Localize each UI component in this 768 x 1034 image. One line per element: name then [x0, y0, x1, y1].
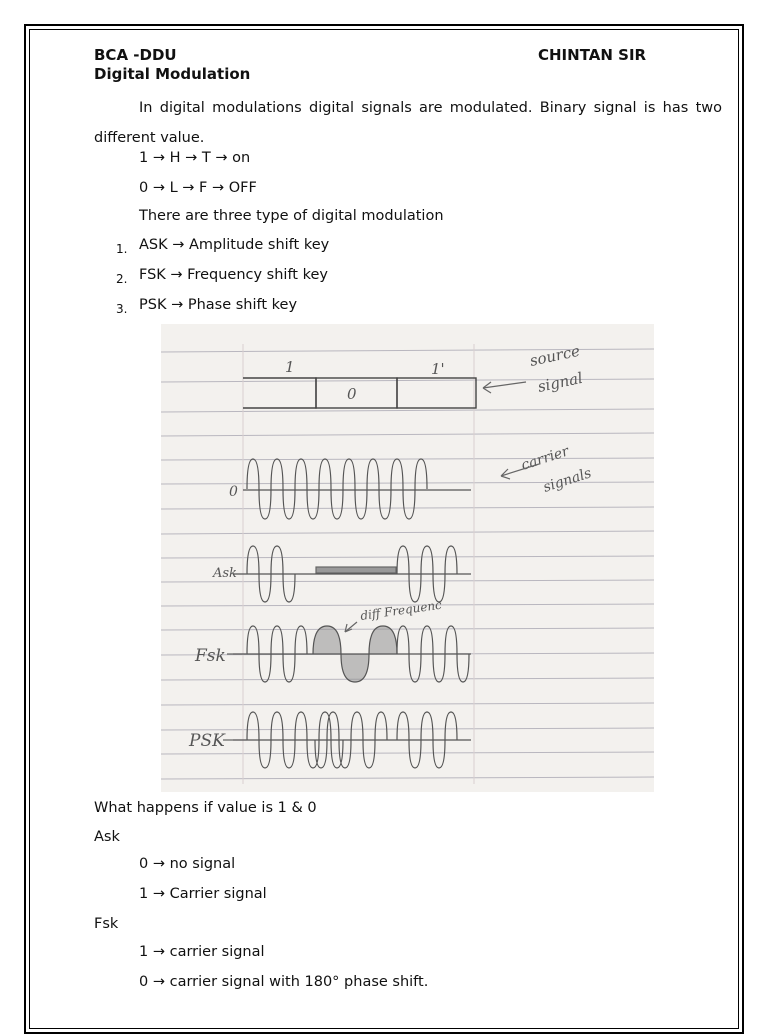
title-text: Digital Modulation [94, 65, 251, 83]
ask-wave [233, 546, 471, 602]
label-fsk: Fsk [195, 646, 226, 666]
ask-item-zero: 0 → no signal [139, 856, 236, 872]
fsk-heading: Fsk [94, 916, 119, 932]
list-number: 3. [116, 302, 128, 316]
label-bit-1b: 1' [431, 360, 445, 378]
label-carrier-signals: signals [541, 465, 594, 496]
source-signal-boxes [243, 378, 476, 408]
carrier-wave [243, 459, 471, 519]
ruled-lines [161, 349, 654, 779]
list-number: 1. [116, 242, 128, 256]
label-psk: PSK [189, 731, 225, 751]
label-source: source [528, 341, 582, 370]
fsk-item-zero: 0 → carrier signal with 180° phase shift. [139, 974, 429, 990]
label-bit-0: 0 [347, 385, 357, 403]
fsk-item-one: 1 → carrier signal [139, 944, 265, 960]
list-item [116, 298, 127, 317]
label-ask: Ask [213, 566, 237, 581]
fsk-wave [233, 626, 471, 682]
mapping-zero: 0 → L → F → OFF [139, 180, 257, 196]
figure-sketch [161, 324, 654, 792]
list-item-text: PSK → Phase shift key [139, 297, 298, 313]
label-bit-1: 1 [285, 358, 295, 376]
list-number: 2. [116, 272, 128, 286]
header-course: BCA -DDU [94, 46, 177, 64]
label-carrier: carrier [519, 443, 571, 474]
section-title [94, 65, 250, 83]
list-item [116, 268, 127, 287]
question-text: What happens if value is 1 & 0 [94, 800, 317, 816]
types-intro: There are three type of digital modulation [139, 208, 444, 224]
psk-wave [233, 712, 471, 768]
intro-paragraph: In digital modulations digital signals are modulated. Binary signal is has two different value. [94, 100, 722, 146]
list-item-text: FSK → Frequency shift key [139, 267, 328, 283]
label-zero: 0 [229, 484, 238, 500]
ask-heading: Ask [94, 829, 120, 845]
ask-item-one: 1 → Carrier signal [139, 886, 267, 902]
label-diff-frequency: diff Frequenc [359, 597, 443, 623]
handwritten-modulation-figure [161, 324, 654, 792]
list-item [116, 238, 127, 257]
header-author: CHINTAN SIR [538, 46, 647, 64]
handwritten-labels [188, 342, 593, 751]
mapping-one: 1 → H → T → on [139, 150, 251, 166]
label-source-signal: signal [536, 368, 585, 396]
list-item-text: ASK → Amplitude shift key [139, 237, 330, 253]
